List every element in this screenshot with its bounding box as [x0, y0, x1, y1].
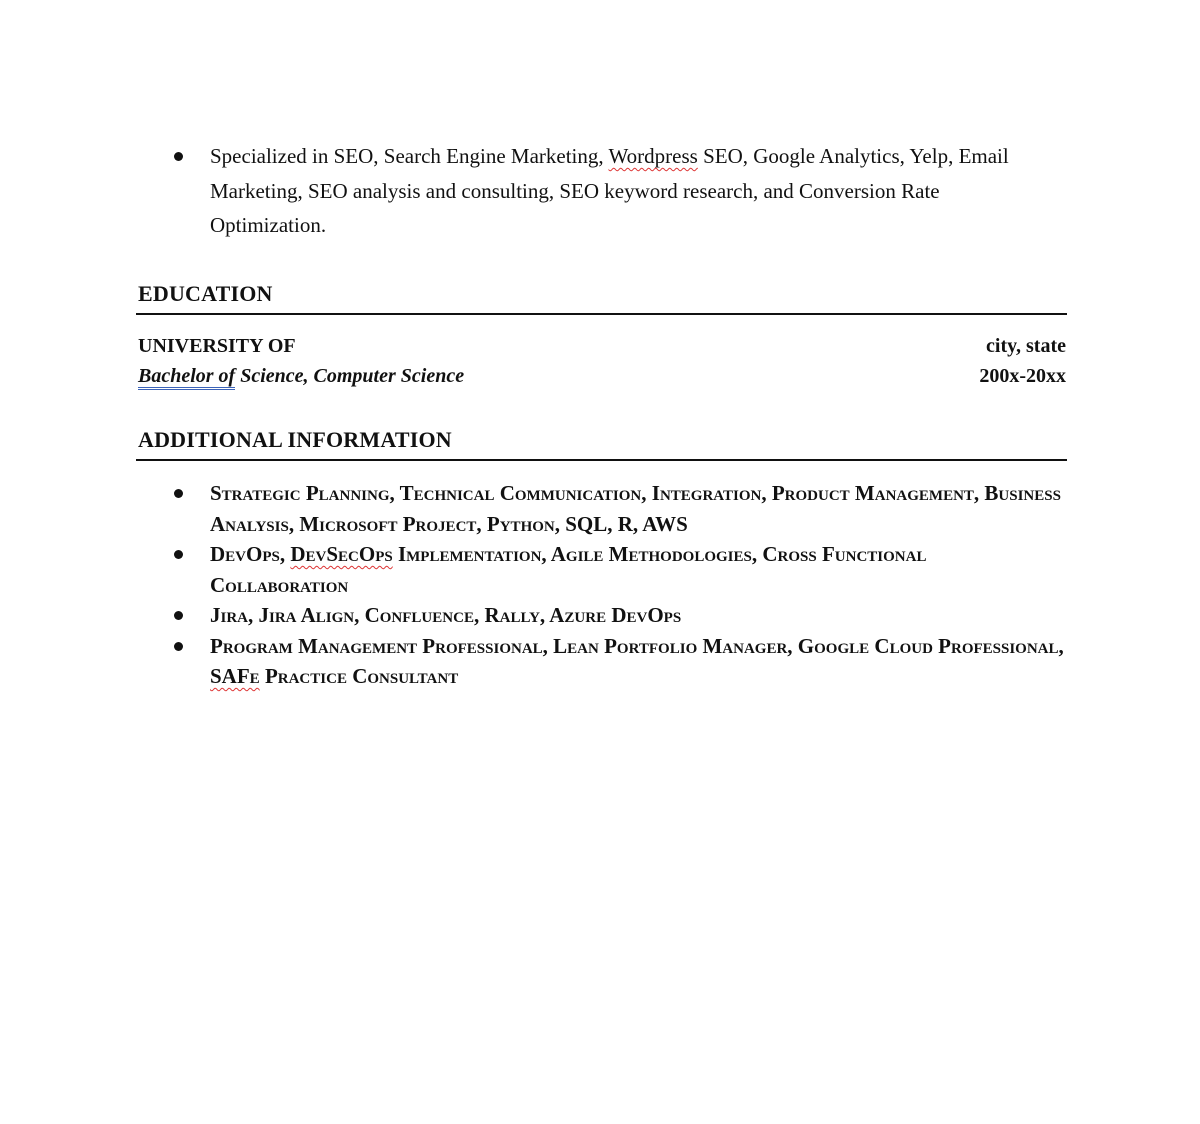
additional-info-list [138, 478, 1068, 692]
education-rule [136, 313, 1067, 315]
skills-text-post: Implementation, Agile Methodologies, Cross Functional Collaboration [210, 542, 927, 597]
education-degree-row [138, 365, 1066, 388]
skills-text-pre: DevOps, [210, 542, 291, 566]
summary-list [138, 139, 1048, 243]
bullet-icon [174, 611, 183, 620]
bullet-icon [174, 489, 183, 498]
bullet-icon [174, 152, 183, 161]
school-location: city, state [986, 335, 1066, 357]
summary-bullet [138, 139, 1048, 243]
spelling-flagged-word[interactable]: SAFe [210, 664, 260, 688]
skills-bullet [138, 600, 1068, 631]
bullet-icon [174, 642, 183, 651]
skills-bullet [138, 478, 1068, 539]
skills-text: Jira, Jira Align, Confluence, Rally, Azure DevOps [210, 603, 682, 627]
spelling-flagged-word[interactable]: Wordpress [608, 144, 698, 168]
school-name: UNIVERSITY OF [138, 335, 296, 357]
degree-dates: 200x-20xx [979, 365, 1066, 387]
skills-text-pre: Program Management Professional, Lean Portfolio Manager, Google Cloud Professional, [210, 633, 1064, 658]
additional-info-heading: ADDITIONAL INFORMATION [138, 427, 452, 452]
bullet-icon [174, 550, 183, 559]
skills-bullet [138, 539, 1068, 600]
education-heading: EDUCATION [138, 281, 273, 306]
summary-text-2: SEO, Google Analytics, Yelp, Email Marketing, SEO analysis and consulting, SEO keyword research, and Conversion Rate Optimization. [210, 144, 1009, 237]
education-school-row [138, 335, 1066, 358]
skills-text-post: Practice Consultant [259, 664, 459, 688]
spelling-flagged-word[interactable]: DevSecOps [290, 542, 393, 566]
summary-text-1: Specialized in SEO, Search Engine Marketing, [210, 144, 609, 168]
degree-rest: Science, Computer Science [235, 365, 465, 387]
skills-bullet [138, 631, 1068, 692]
additional-info-rule [136, 459, 1067, 461]
grammar-flagged-text[interactable]: Bachelor of [138, 365, 235, 390]
degree [138, 365, 464, 390]
skills-text: Strategic Planning, Technical Communication, Integration, Product Management, Business Analysis, Microsoft Project, Python, SQL, R, AWS [210, 481, 1061, 536]
